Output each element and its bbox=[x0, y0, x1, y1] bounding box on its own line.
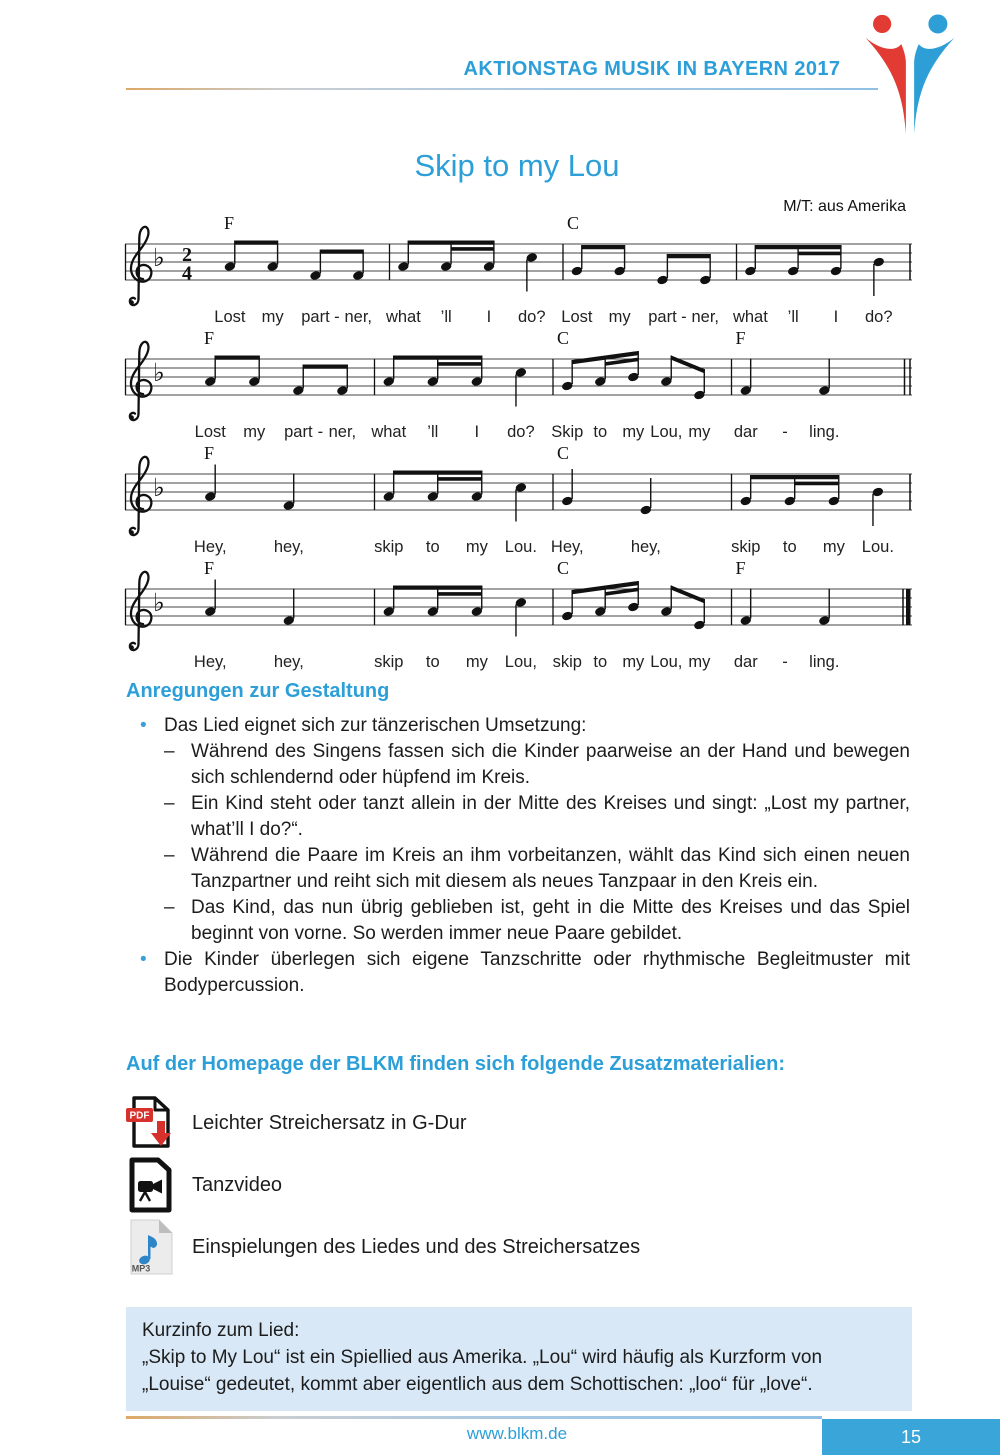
beam bbox=[755, 245, 841, 249]
blkm-dancers-logo-icon bbox=[858, 10, 962, 136]
beam bbox=[394, 356, 482, 360]
flat-sign: ♭ bbox=[153, 245, 165, 272]
beam-16th bbox=[438, 592, 482, 596]
video-file-icon bbox=[126, 1157, 176, 1213]
lyric-syllable: ner, bbox=[691, 308, 720, 326]
lyric-syllable: I bbox=[486, 308, 492, 326]
chord-symbol: F bbox=[204, 446, 215, 463]
lyric-syllable: my bbox=[465, 653, 488, 671]
lyric-syllable: ling. bbox=[809, 653, 840, 671]
lyric-syllable: do? bbox=[507, 423, 535, 441]
list-item bbox=[126, 947, 910, 999]
lyric-syllable: Lost bbox=[194, 423, 226, 441]
lyric-syllable: part bbox=[648, 308, 677, 326]
lyric-syllable: my bbox=[622, 423, 645, 441]
beam-16th bbox=[795, 482, 839, 486]
info-box-text: „Skip to My Lou“ ist ein Spiellied aus Amerika. „Lou“ wird häufig als Kurzform von „Louise“ gedeutet, kommt aber eigentlich aus dem Schottischen: „loo“ für „love“. bbox=[142, 1347, 823, 1395]
lyric-syllable: part bbox=[301, 308, 330, 326]
lyric-syllable: Lou. bbox=[504, 538, 537, 556]
beam bbox=[671, 586, 704, 604]
dash-marker: – bbox=[164, 897, 175, 918]
suggestions-heading: Anregungen zur Gestaltung bbox=[126, 680, 390, 702]
list-item bbox=[164, 895, 910, 947]
list-item bbox=[164, 739, 910, 791]
lyric-syllable: what bbox=[732, 308, 768, 326]
lyric-syllable: my bbox=[622, 653, 645, 671]
page-number-badge: 15 bbox=[822, 1419, 1000, 1455]
material-row-video bbox=[126, 1154, 910, 1216]
chord-symbol: F bbox=[224, 216, 235, 233]
lyric-syllable: dar bbox=[733, 423, 758, 441]
lyric-syllable: skip bbox=[374, 538, 404, 556]
lyric-syllable: my bbox=[261, 308, 284, 326]
lyric-syllable: ’ll bbox=[427, 423, 439, 441]
svg-text:PDF: PDF bbox=[129, 1110, 150, 1122]
flat-sign: ♭ bbox=[153, 590, 165, 617]
material-row-mp3 bbox=[126, 1216, 910, 1278]
time-signature: 4 bbox=[182, 262, 192, 285]
beam bbox=[671, 356, 704, 374]
suggestions-list bbox=[126, 713, 910, 999]
bullet-marker: • bbox=[140, 715, 147, 736]
music-system bbox=[124, 216, 916, 331]
lyric-syllable: to bbox=[425, 538, 440, 556]
beam bbox=[667, 254, 710, 258]
lyric-syllable: skip bbox=[374, 653, 404, 671]
beam bbox=[394, 471, 482, 475]
list-item-text: Das Lied eignet sich zur tänzerischen Umsetzung: bbox=[164, 715, 587, 736]
bullet-marker: • bbox=[140, 949, 147, 970]
lyric-syllable: to bbox=[593, 423, 608, 441]
dash-marker: – bbox=[164, 741, 175, 762]
list-item-text: Während des Singens fassen sich die Kinder paarweise an der Hand und bewegen sich schlendernd oder hüpfend im Kreis. bbox=[191, 741, 910, 788]
footer-url[interactable]: www.blkm.de bbox=[466, 1424, 568, 1443]
lyric-syllable: my bbox=[465, 538, 488, 556]
lyric-syllable: Lou, bbox=[650, 653, 683, 671]
beam bbox=[751, 475, 839, 479]
suggestions-section bbox=[126, 680, 910, 999]
lyric-hyphen: - bbox=[782, 423, 788, 441]
lyric-syllable: to bbox=[425, 653, 440, 671]
music-system bbox=[124, 446, 916, 561]
list-item-text: Während die Paare im Kreis an ihm vorbeitanzen, wählt das Kind sich einen neuen Tanzpartner und reiht sich mit diesem als neues Tanzpaar in den Kreis ein. bbox=[191, 845, 910, 892]
chord-symbol: F bbox=[204, 331, 215, 348]
lyric-syllable: Lost bbox=[561, 308, 593, 326]
list-item bbox=[164, 791, 910, 843]
beam bbox=[582, 245, 625, 249]
material-label: Tanzvideo bbox=[192, 1173, 283, 1196]
beam bbox=[394, 586, 482, 590]
lyric-syllable: do? bbox=[865, 308, 893, 326]
chord-symbol: F bbox=[204, 561, 215, 578]
lyric-syllable: Lou. bbox=[861, 538, 894, 556]
music-system bbox=[124, 331, 916, 446]
list-item-text: Die Kinder überlegen sich eigene Tanzschritte oder rhythmische Begleitmuster mit Bodypercussion. bbox=[164, 949, 910, 996]
lyric-syllable: Hey, bbox=[193, 538, 227, 556]
chord-symbol: C bbox=[557, 446, 570, 463]
page-header-title: AKTIONSTAG MUSIK IN BAYERN 2017 bbox=[463, 58, 841, 80]
materials-heading: Auf der Homepage der BLKM finden sich folgende Zusatzmaterialien: bbox=[126, 1053, 785, 1075]
material-label: Leichter Streichersatz in G-Dur bbox=[192, 1111, 467, 1134]
lyric-syllable: hey, bbox=[630, 538, 661, 556]
lyric-syllable: Lost bbox=[214, 308, 246, 326]
lyric-syllable: my bbox=[608, 308, 631, 326]
lyric-syllable: Lou, bbox=[650, 423, 683, 441]
lyric-syllable: ’ll bbox=[440, 308, 452, 326]
lyric-syllable: Hey, bbox=[193, 653, 227, 671]
beam-16th bbox=[451, 247, 494, 251]
beam bbox=[215, 356, 259, 360]
song-credit: M/T: aus Amerika bbox=[783, 198, 906, 215]
lyric-syllable: skip bbox=[731, 538, 761, 556]
lyric-syllable: I bbox=[833, 308, 839, 326]
pdf-download-icon bbox=[126, 1095, 176, 1151]
lyric-syllable: to bbox=[593, 653, 608, 671]
materials-section bbox=[126, 1053, 910, 1278]
treble-clef-icon bbox=[131, 457, 151, 529]
lyric-syllable: ling. bbox=[809, 423, 840, 441]
chord-symbol: F bbox=[735, 561, 746, 578]
treble-clef-icon bbox=[131, 342, 151, 414]
chord-symbol: C bbox=[567, 216, 580, 233]
lyric-syllable: I bbox=[474, 423, 480, 441]
lyric-syllable: part bbox=[284, 423, 313, 441]
list-item-text: Das Kind, das nun übrig geblieben ist, geht in die Mitte des Kreises und das Spiel beginnt von vorne. So werden immer neue Paare gebildet. bbox=[191, 897, 910, 944]
header-rule bbox=[126, 88, 878, 90]
lyric-hyphen: - bbox=[317, 423, 324, 441]
lyric-hyphen: - bbox=[681, 308, 687, 326]
lyric-syllable: my bbox=[243, 423, 266, 441]
beam bbox=[235, 241, 278, 245]
beam bbox=[408, 241, 494, 245]
lyric-syllable: my bbox=[822, 538, 845, 556]
lyric-syllable: my bbox=[688, 653, 711, 671]
info-box-title: Kurzinfo zum Lied: bbox=[142, 1320, 300, 1341]
flat-sign: ♭ bbox=[153, 475, 165, 502]
beam bbox=[320, 250, 363, 254]
chord-symbol: F bbox=[735, 331, 746, 348]
mp3-file-icon bbox=[126, 1219, 176, 1275]
lyric-syllable: Hey, bbox=[550, 538, 584, 556]
treble-clef-icon bbox=[131, 227, 151, 299]
material-label: Einspielungen des Liedes und des Streichersatzes bbox=[192, 1235, 641, 1258]
song-title: Skip to my Lou bbox=[414, 148, 620, 183]
lyric-syllable: Lou, bbox=[504, 653, 537, 671]
lyric-syllable: do? bbox=[518, 308, 546, 326]
time-signature: 2 bbox=[182, 244, 192, 266]
lyric-hyphen: - bbox=[334, 308, 340, 326]
lyric-hyphen: - bbox=[782, 653, 788, 671]
treble-clef-icon bbox=[131, 572, 151, 644]
beam-16th bbox=[798, 252, 841, 256]
lyric-syllable: hey, bbox=[273, 538, 304, 556]
list-item-text: Ein Kind steht oder tanzt allein in der Mitte des Kreises und singt: „Lost my partner, what’ll I do?“. bbox=[191, 793, 910, 840]
dash-marker: – bbox=[164, 845, 175, 866]
lyric-syllable: what bbox=[385, 308, 421, 326]
beam-16th bbox=[438, 362, 482, 366]
music-system bbox=[124, 561, 916, 676]
lyric-syllable: hey, bbox=[273, 653, 304, 671]
lyric-syllable: ner, bbox=[328, 423, 357, 441]
lyric-syllable: skip bbox=[552, 653, 582, 671]
lyric-syllable: dar bbox=[733, 653, 758, 671]
info-box bbox=[126, 1307, 912, 1411]
list-item bbox=[126, 713, 910, 739]
score bbox=[124, 216, 916, 678]
list-item bbox=[164, 843, 910, 895]
chord-symbol: C bbox=[557, 561, 570, 578]
material-row-pdf bbox=[126, 1092, 910, 1154]
beam bbox=[303, 365, 347, 369]
lyric-syllable: what bbox=[371, 423, 407, 441]
chord-symbol: C bbox=[557, 331, 570, 348]
svg-text:MP3: MP3 bbox=[131, 1263, 151, 1274]
lyric-syllable: Skip bbox=[551, 423, 584, 441]
lyric-syllable: ner, bbox=[344, 308, 373, 326]
dash-marker: – bbox=[164, 793, 175, 814]
flat-sign: ♭ bbox=[153, 360, 165, 387]
footer-rule bbox=[126, 1416, 822, 1419]
lyric-syllable: my bbox=[688, 423, 711, 441]
lyric-syllable: ’ll bbox=[787, 308, 799, 326]
beam-16th bbox=[438, 477, 482, 481]
lyric-syllable: to bbox=[782, 538, 797, 556]
